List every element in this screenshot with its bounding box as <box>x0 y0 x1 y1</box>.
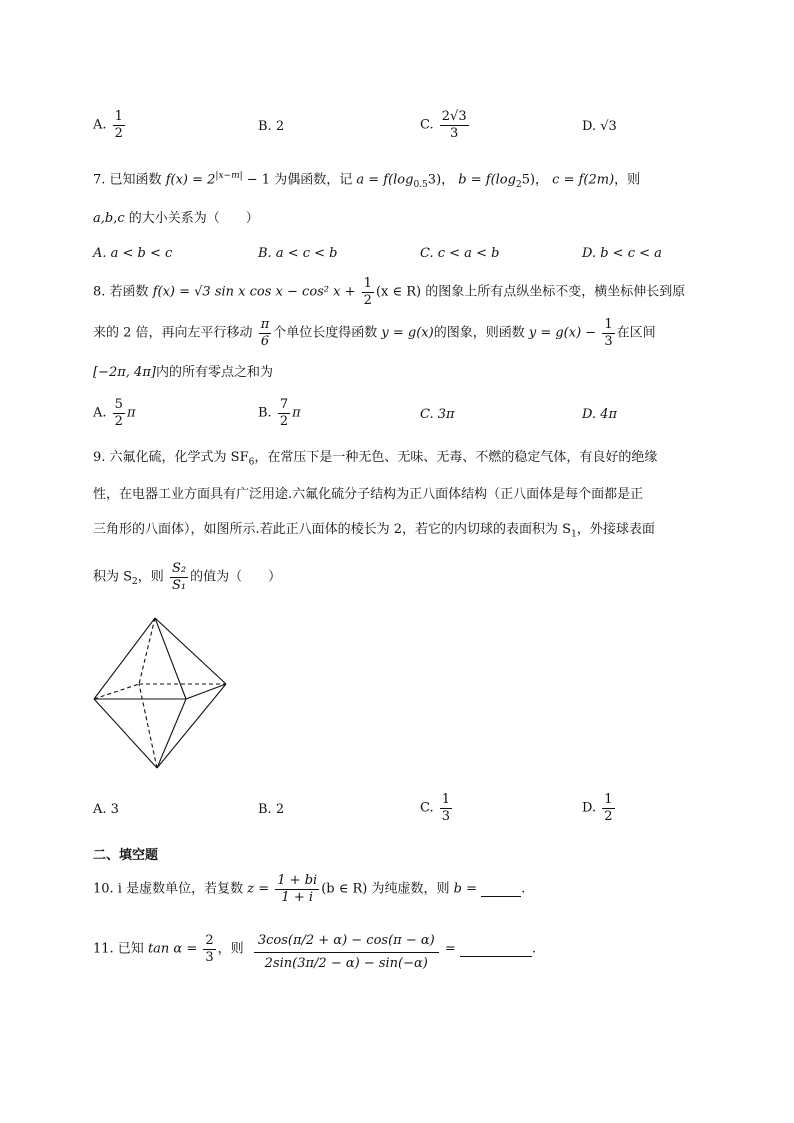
q6-option-d[interactable]: D. √3 <box>582 119 617 134</box>
hidden-edge <box>139 684 157 768</box>
section-title: 二、填空题 <box>93 848 159 863</box>
fraction: $\frac{2}{3}$ <box>205 933 214 965</box>
edge <box>155 618 226 684</box>
fraction: $\frac{1}{3}$ <box>441 792 451 824</box>
q9-line-2: 性，在电器工业方面具有广泛用途.六氟化硫分子结构为正八面体结构（正八面体是每个面都是正 <box>93 487 644 502</box>
q9-option-c[interactable]: C. $\frac{1}{3}$ <box>420 792 451 824</box>
fraction: $\frac{\text{S₂}}{\text{S₁}}$ <box>171 561 187 593</box>
hidden-edge <box>94 684 139 699</box>
q8-option-b[interactable]: B. $\frac{7}{2}$ π <box>258 397 301 429</box>
answer-blank[interactable] <box>481 883 521 897</box>
answer-blank[interactable] <box>460 943 532 957</box>
q7-option-b[interactable]: B. a < c < b <box>258 246 338 261</box>
edge <box>94 618 155 699</box>
q9-line-3: 三角形的八面体），如图所示.若此正八面体的棱长为 2，若它的内切球的表面积为 $S_1$，外接球表面 <box>93 522 655 540</box>
fraction: $\frac{1 + bi}{1 + i}$ <box>277 873 318 905</box>
q11: 11. 已知 tan α = $\frac{2}{3}$ ，则 $\frac{3\cos(\pi/2 + \alpha) - \cos(\pi - \alpha)}{2\sin(3\pi/2 - \alpha) - \sin(-\alpha)}$ = . <box>93 928 536 970</box>
edge <box>157 699 186 768</box>
fraction: $\frac{1}{3}$ <box>604 317 613 349</box>
q7-option-c[interactable]: C. c < a < b <box>420 246 500 261</box>
fraction: $\frac{2√3}{3}$ <box>441 109 467 141</box>
q6-option-a[interactable]: A. $\frac{1}{2}$ <box>93 109 123 141</box>
fraction: $\frac{1}{2}$ <box>604 792 613 824</box>
fraction: $\frac{\pi}{6}$ <box>260 317 270 349</box>
q7-line-1: 7. 已知函数 $f(x) = 2^{|x-m|} - 1$ 为偶函数，记 $a = f(\log_{0.5}3)$， $b = f(\log_25)$， c = f(2m)，则 <box>93 171 641 190</box>
q8-line-2: 来的 2 倍，再向左平行移动 $\frac{\pi}{6}$ 个单位长度得函数 y = g(x)的图象，则函数 y = g(x) − $\frac{1}{3}$ 在区间 <box>93 317 656 349</box>
q8-line-3: [−2π, 4π]内的所有零点之和为 <box>93 365 273 380</box>
q7-option-a[interactable]: A. a < b < c <box>93 246 173 261</box>
q9-line-4: 积为 $S_2$，则 $\frac{\text{S₂}}{\text{S₁}}$ 的值为（ ） <box>93 561 282 593</box>
octahedron-figure <box>85 612 235 777</box>
q9-line-1: 9. 六氟化硫，化学式为 $SF_6$，在常压下是一种无色、无味、无毒、不燃的稳定气体，有良好的绝缘 <box>93 450 658 468</box>
q8-line-1: 8. 若函数 f(x) = √3 sin x cos x − cos² x + $\frac{1}{2}$ (x ∈ R) 的图象上所有点纵坐标不变，横坐标伸长到原 <box>93 276 686 308</box>
q9-option-d[interactable]: D. $\frac{1}{2}$ <box>582 792 613 824</box>
edge <box>94 699 157 768</box>
q8-option-c[interactable]: C. 3π <box>420 407 455 422</box>
edge <box>155 618 186 699</box>
q7-line-2: a,b,c 的大小关系为（ ） <box>93 211 259 226</box>
q9-option-a[interactable]: A. 3 <box>93 802 119 817</box>
q8-option-d[interactable]: D. 4π <box>582 407 618 422</box>
q9-option-b[interactable]: B. 2 <box>258 802 285 817</box>
q7-option-d[interactable]: D. b < c < a <box>582 246 662 261</box>
fraction: $\frac{1}{2}$ <box>114 109 123 141</box>
q10: 10. i 是虚数单位，若复数 z = $\frac{1 + bi}{1 + i}$ (b ∈ R) 为纯虚数，则 b = . <box>93 873 526 905</box>
fraction: $\frac{7}{2}$ <box>279 397 289 429</box>
fraction: $\frac{5}{2}$ <box>114 397 123 429</box>
fraction: $\frac{1}{2}$ <box>363 276 372 308</box>
q8-option-a[interactable]: A. $\frac{5}{2}$ π <box>93 397 136 429</box>
q6-option-c[interactable]: C. $\frac{2√3}{3}$ <box>420 109 467 141</box>
big-fraction: $\frac{3\cos(\pi/2 + \alpha) - \cos(\pi - \alpha)}{2\sin(3\pi/2 - \alpha) - \sin(-\alpha)}$ <box>254 928 439 970</box>
q6-option-b[interactable]: B. 2 <box>258 119 285 134</box>
